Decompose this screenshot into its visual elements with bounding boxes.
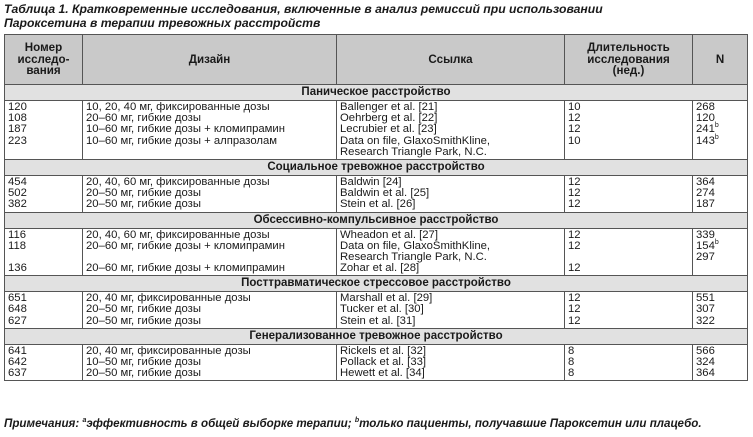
section-data-row xyxy=(5,228,748,276)
design-text: 10–60 мг, гибкие дозы + алпразолам xyxy=(86,134,277,147)
table-caption xyxy=(4,2,749,30)
study-number: 627 xyxy=(8,314,27,327)
footnote-b-text: только пациенты, получавшие Пароксетин или плацебо. xyxy=(359,417,702,430)
section-data-row xyxy=(5,344,748,381)
reference-text: Wheadon et al. [27] xyxy=(340,228,438,241)
spacer xyxy=(8,147,79,158)
section-row xyxy=(5,328,748,344)
reference-text: Research Triangle Park, N.C. xyxy=(340,250,487,263)
n-value-line xyxy=(696,316,744,327)
reference-text: Oehrberg et al. [22] xyxy=(340,112,438,125)
study-number: 641 xyxy=(8,344,27,357)
n-value-line xyxy=(696,199,744,210)
section-title: Паническое расстройство xyxy=(5,85,748,101)
reference-text: Marshall et al. [29] xyxy=(340,292,433,305)
n-value: 154 xyxy=(696,239,715,252)
reference-text: Rickels et al. [32] xyxy=(340,344,427,357)
n-value: 268 xyxy=(696,101,715,113)
design-text: 10, 20, 40 мг, фиксированные дозы xyxy=(86,101,270,113)
duration-cell xyxy=(565,175,693,212)
spacer xyxy=(696,147,744,158)
design-cell xyxy=(83,175,337,212)
study-number: 120 xyxy=(8,101,27,113)
n-value: 324 xyxy=(696,356,715,368)
duration-value: 12 xyxy=(568,314,581,327)
header-study-number xyxy=(5,35,83,85)
duration-value: 8 xyxy=(568,356,575,368)
design-text: 10–50 мг, гибкие дозы xyxy=(86,356,201,368)
study-number: 108 xyxy=(8,112,27,125)
n-value: 187 xyxy=(696,198,715,211)
n-value-line xyxy=(696,263,744,274)
n-superscript: b xyxy=(714,133,719,141)
study-number-cell xyxy=(5,175,83,212)
design-text: 20–50 мг, гибкие дозы xyxy=(86,198,201,211)
study-number: 187 xyxy=(8,123,27,136)
reference-cell xyxy=(337,175,565,212)
design-text: 20, 40 мг, фиксированные дозы xyxy=(86,344,251,357)
n-value-line xyxy=(696,252,744,263)
reference-text: Ballenger et al. [21] xyxy=(340,101,438,113)
n-superscript: b xyxy=(714,238,719,246)
section-title: Обсессивно-компульсивное расстройство xyxy=(5,212,748,228)
design-text: 10–60 мг, гибкие дозы + кломипрамин xyxy=(86,123,285,136)
reference-cell xyxy=(337,292,565,329)
design-cell xyxy=(83,228,337,276)
header-reference: Ссылка xyxy=(337,35,565,85)
duration-value: 12 xyxy=(568,303,581,316)
duration-cell xyxy=(565,292,693,329)
reference-text: Lecrubier et al. [23] xyxy=(340,123,437,136)
header-duration xyxy=(565,35,693,85)
duration-value: 12 xyxy=(568,187,581,200)
studies-table xyxy=(4,34,748,381)
footnote-a-mark: a xyxy=(82,417,87,425)
header-duration-line-2: исследования xyxy=(587,52,670,66)
n-value: 120 xyxy=(696,112,715,125)
n-value: 566 xyxy=(696,344,715,357)
table-body xyxy=(5,85,748,381)
reference-cell xyxy=(337,344,565,381)
design-text: 20–50 мг, гибкие дозы xyxy=(86,314,201,327)
n-value: 241 xyxy=(696,123,715,136)
section-row xyxy=(5,85,748,101)
header-duration-line-3: (нед.) xyxy=(612,64,645,78)
section-row xyxy=(5,159,748,175)
reference-text: Stein et al. [26] xyxy=(340,198,416,211)
design-cell xyxy=(83,344,337,381)
header-study-line-2: исследо- xyxy=(17,52,70,66)
footnote-a-text: эффективность в общей выборке терапии; xyxy=(86,417,355,430)
study-number: 502 xyxy=(8,187,27,200)
duration-value: 12 xyxy=(568,262,581,275)
reference-text: Research Triangle Park, N.C. xyxy=(340,145,487,158)
reference-text: Baldwin et al. [25] xyxy=(340,187,430,200)
design-text: 20–60 мг, гибкие дозы xyxy=(86,112,201,125)
spacer xyxy=(86,147,333,158)
design-cell xyxy=(83,101,337,160)
n-cell xyxy=(693,101,748,160)
reference-text: Baldwin [24] xyxy=(340,175,402,188)
duration-value: 12 xyxy=(568,175,581,188)
reference-text: Hewett et al. [34] xyxy=(340,367,425,380)
n-value: 364 xyxy=(696,175,715,188)
spacer xyxy=(568,147,689,158)
header-design: Дизайн xyxy=(83,35,337,85)
duration-cell xyxy=(565,101,693,160)
n-cell xyxy=(693,344,748,381)
spacer xyxy=(568,252,689,263)
design-text: 20–50 мг, гибкие дозы xyxy=(86,367,201,380)
duration-value: 12 xyxy=(568,292,581,305)
study-number: 136 xyxy=(8,262,27,275)
n-cell xyxy=(693,175,748,212)
n-value: 339 xyxy=(696,228,715,241)
design-text: 20–50 мг, гибкие дозы xyxy=(86,303,201,316)
duration-cell xyxy=(565,344,693,381)
reference-text: Pollack et al. [33] xyxy=(340,356,427,368)
n-value: 297 xyxy=(696,250,715,263)
section-data-row xyxy=(5,175,748,212)
n-superscript: b xyxy=(714,122,719,130)
study-number-cell xyxy=(5,101,83,160)
reference-cell xyxy=(337,228,565,276)
design-text: 20, 40, 60 мг, фиксированные дозы xyxy=(86,228,270,241)
n-value: 551 xyxy=(696,292,715,305)
n-value-line xyxy=(696,133,744,147)
study-number: 116 xyxy=(8,228,27,241)
study-number-cell xyxy=(5,344,83,381)
section-row xyxy=(5,212,748,228)
reference-text: Stein et al. [31] xyxy=(340,314,416,327)
reference-text: Zohar et al. [28] xyxy=(340,262,420,275)
study-number: 118 xyxy=(8,239,27,252)
section-data-row xyxy=(5,292,748,329)
caption-line-2: Пароксетина в терапии тревожных расстройств xyxy=(4,16,321,30)
duration-value: 8 xyxy=(568,367,575,380)
footnote-b-mark: b xyxy=(354,417,360,425)
study-number-cell xyxy=(5,228,83,276)
duration-value: 12 xyxy=(568,239,581,252)
section-title: Посттравматическое стрессовое расстройство xyxy=(5,276,748,292)
study-number: 642 xyxy=(8,356,27,368)
header-study-line-3: вания xyxy=(26,64,61,78)
duration-value: 12 xyxy=(568,123,581,136)
section-title: Социальное тревожное расстройство xyxy=(5,159,748,175)
study-number: 454 xyxy=(8,175,27,188)
study-number-cell xyxy=(5,292,83,329)
design-text: 20, 40, 60 мг, фиксированные дозы xyxy=(86,175,270,188)
header-duration-line-1: Длительность xyxy=(587,41,670,55)
study-number: 648 xyxy=(8,303,27,316)
n-value: 322 xyxy=(696,314,715,327)
n-cell xyxy=(693,228,748,276)
duration-value: 8 xyxy=(568,344,575,357)
section-row xyxy=(5,276,748,292)
duration-value: 10 xyxy=(568,101,581,113)
duration-value: 10 xyxy=(568,134,581,147)
n-value: 274 xyxy=(696,187,715,200)
header-n: N xyxy=(693,35,748,85)
n-value-line xyxy=(696,368,744,379)
section-data-row xyxy=(5,101,748,160)
duration-value: 12 xyxy=(568,112,581,125)
n-value: 307 xyxy=(696,303,715,316)
duration-value: 12 xyxy=(568,198,581,211)
footnote-label: Примечания: xyxy=(4,417,83,430)
reference-text: Data on file, GlaxoSmithKline, xyxy=(340,239,491,252)
study-number: 382 xyxy=(8,198,27,211)
n-value: 143 xyxy=(696,134,715,147)
reference-text: Data on file, GlaxoSmithKline, xyxy=(340,134,491,147)
n-value: 364 xyxy=(696,367,715,380)
table-header-row xyxy=(5,35,748,85)
footnote xyxy=(4,417,749,430)
reference-text: Tucker et al. [30] xyxy=(340,303,424,316)
duration-cell xyxy=(565,228,693,276)
reference-cell xyxy=(337,101,565,160)
design-text: 20–60 мг, гибкие дозы + кломипрамин xyxy=(86,262,285,275)
caption-line-1: Таблица 1. Кратковременные исследования, включенные в анализ ремиссий при использовании xyxy=(4,2,603,16)
study-number: 637 xyxy=(8,367,27,380)
design-text: 20, 40 мг, фиксированные дозы xyxy=(86,292,251,305)
n-cell xyxy=(693,292,748,329)
study-number: 651 xyxy=(8,292,27,305)
header-study-line-1: Номер xyxy=(24,41,63,55)
design-cell xyxy=(83,292,337,329)
design-text: 20–60 мг, гибкие дозы + кломипрамин xyxy=(86,239,285,252)
study-number: 223 xyxy=(8,134,27,147)
design-text: 20–50 мг, гибкие дозы xyxy=(86,187,201,200)
section-title: Генерализованное тревожное расстройство xyxy=(5,328,748,344)
duration-value: 12 xyxy=(568,228,581,241)
